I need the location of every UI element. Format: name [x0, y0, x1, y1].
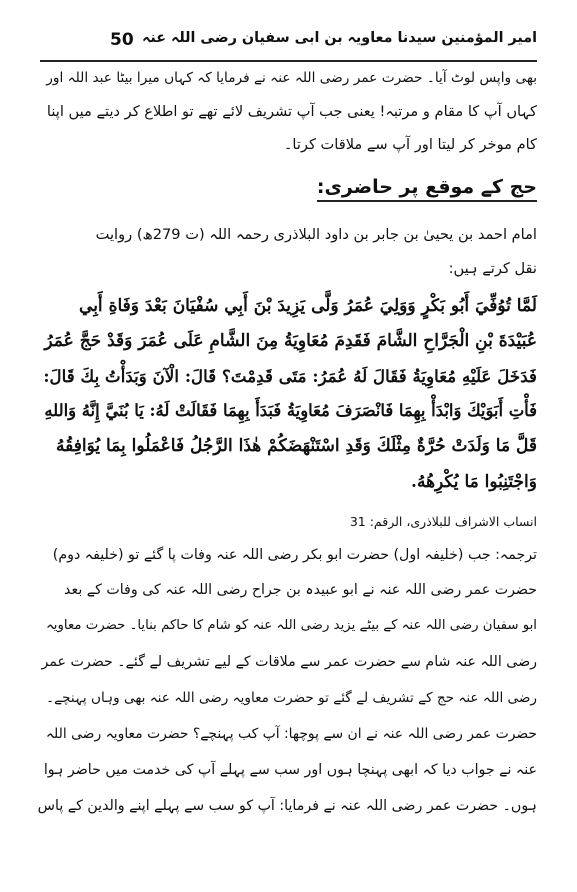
intro-line: کام موخر کر لیتا اور آپ سے ملاقات کرتا۔: [283, 136, 537, 153]
header-rule: [40, 60, 537, 62]
running-title: امیر المؤمنین سیدنا معاویہ بن ابی سفیان رضی اللہ عنہ: [142, 30, 537, 46]
arabic-text-line: فَدَخَلَ عَلَيْهِ مُعَاوِيَةُ فَقَالَ لَهُ عُمَرُ: مَتَى قَدِمْتَ؟ قَالَ: الْآنَ وَبَدَأْتُ بِكَ قَالَ:: [43, 366, 537, 386]
source-reference: انساب الاشراف للبلاذری، الرقم: 31: [349, 514, 537, 529]
section-heading: حج کے موقع پر حاضری:: [317, 176, 537, 202]
intro-line: بھی واپس لوٹ آیا۔ حضرت عمر رضی اللہ عنہ نے فرمایا کہ کہاں میرا بیٹا عبد اللہ اور: [46, 70, 537, 86]
arabic-text-line: عُبَيْدَةَ بْنِ الْجَرَّاحِ الشَّامَ فَقَدِمَ مُعَاوِيَةُ مِنَ الشَّامِ عَلَى عُمَرَ وَقَدْ حَجَّ عُمَرُ: [44, 331, 537, 351]
page-header: [40, 28, 537, 62]
narrator-line: امام احمد بن یحییٰ بن جابر بن داود البلاذری رحمہ اللہ (ت 279ھ) روایت: [95, 226, 537, 243]
translation-line: حضرت عمر رضی اللہ عنہ نے ان سے پوچھا: آپ کب پہنچے؟ حضرت معاویہ رضی اللہ: [45, 726, 537, 742]
arabic-text-line: فَأْتِ أَبَوَيْكَ وَابْدَأْ بِهِمَا فَانْصَرَفَ مُعَاوِيَةُ فَبَدَأَ بِهِمَا فَقَالَتْ لَهُ: يَا بُنَيَّ إِنَّهُ وَاللهِ: [44, 401, 537, 420]
arabic-text-line: لَمَّا تُوُفِّيَ أَبُو بَكْرٍ وَوَلِيَ عُمَرُ وَلَّى يَزِيدَ بْنَ أَبِي سُفْيَانَ بَعْدَ وَفَاةِ أَبِي: [79, 296, 537, 316]
translation-line: رضی اللہ عنہ حج کے تشریف لے گئے تو حضرت معاویہ رضی اللہ عنہ بھی وہاں پہنچے۔: [46, 690, 537, 706]
arabic-text-line: قَلَّ مَا وَلَدَتْ حُرَّةٌ مِثْلَكَ وَقَدِ اسْتَنْهَضَكُمْ هٰذَا الرَّجُلُ فَاعْمَلُوا بِمَا يُوَافِقُهُ: [56, 436, 537, 456]
arabic-text-line: وَاجْتَنِبُوا مَا يُكْرِهُهُ.: [411, 472, 537, 492]
narrator-line: نقل کرتے ہیں:: [448, 260, 537, 277]
translation-line: ترجمہ: جب (خلیفہ اول) حضرت ابو بکر رضی اللہ عنہ وفات پا گئے تو (خلیفہ دوم): [52, 547, 537, 563]
translation-line: رضی اللہ عنہ شام سے حضرت عمر سے ملاقات کے لیے تشریف لے گئے۔ حضرت عمر: [41, 654, 537, 670]
page-number: 50: [110, 30, 134, 50]
intro-line: کہاں آپ کا مقام و مرتبہ! یعنی جب آپ تشریف لائے تھے تو اطلاع کر دیتے میں اپنا: [46, 103, 537, 120]
translation-line: ابو سفیان رضی اللہ عنہ کے بیٹے یزید رضی اللہ عنہ کو شام کا حاکم بنایا۔ حضرت معاویہ: [46, 618, 537, 633]
translation-line: حضرت عمر رضی اللہ عنہ نے ابو عبیدہ بن جراح رضی اللہ عنہ کی وفات کے بعد: [64, 582, 537, 598]
translation-line: ہوں۔ حضرت عمر رضی اللہ عنہ نے فرمایا: آپ کو سب سے پہلے اپنے والدین کے پاس: [37, 798, 537, 814]
translation-line: عنہ نے جواب دیا کہ ابھی پہنچا ہوں اور سب سے پہلے آپ کی خدمت میں حاضر ہوا: [43, 762, 537, 778]
